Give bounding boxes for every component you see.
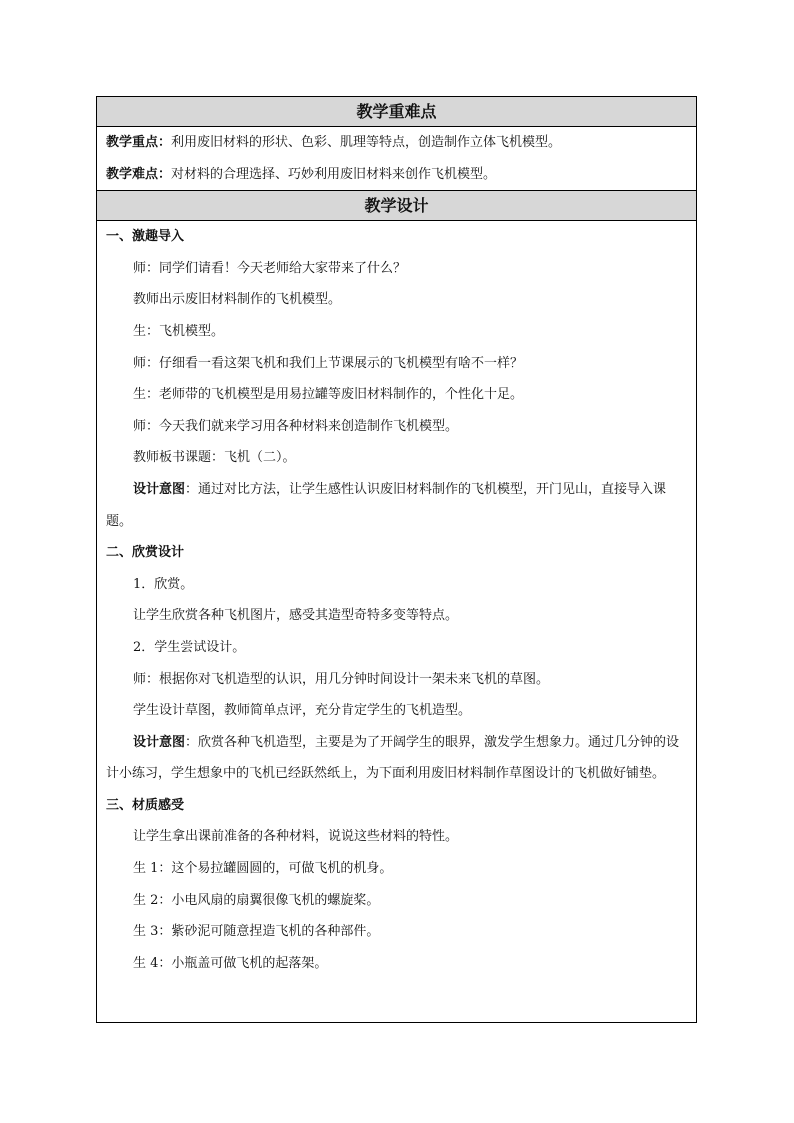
key-points-cell [97, 127, 696, 191]
part1-intent-label: 设计意图 [133, 481, 186, 497]
focus-row [106, 127, 688, 159]
difficulty-row [106, 159, 688, 191]
part2-line: 2．学生尝试设计。 [133, 639, 246, 655]
part1-line: 师：仔细看一看这架飞机和我们上节课展示的飞机模型有啥不一样？ [133, 355, 524, 371]
part1-intent-text: ：通过对比方法，让学生感性认识废旧材料制作的飞机模型，开门见山，直接导入课题。 [106, 481, 667, 529]
part3-line: 生 2：小电风扇的扇翼很像飞机的螺旋桨。 [133, 892, 380, 908]
part3-heading: 三、材质感受 [106, 797, 185, 813]
part1-line: 师：同学们请看！今天老师给大家带来了什么？ [133, 260, 407, 276]
part2-line: 让学生欣赏各种飞机图片，感受其造型奇特多变等特点。 [133, 608, 459, 624]
part2-intent-label: 设计意图 [133, 734, 186, 750]
part1-line: 生：老师带的飞机模型是用易拉罐等废旧材料制作的，个性化十足。 [133, 387, 524, 403]
part2-line: 师：根据你对飞机造型的认识，用几分钟时间设计一架未来飞机的草图。 [133, 671, 550, 687]
part2-intent-text: ：欣赏各种飞机造型，主要是为了开阔学生的眼界，激发学生想象力。通过几分钟的设计小练习，学生想象中的飞机已经跃然纸上，为下面利用废旧材料制作草图设计的飞机做好铺垫。 [106, 734, 680, 782]
part3-line: 生 4：小瓶盖可做飞机的起落架。 [133, 955, 328, 971]
design-header: 教学设计 [97, 191, 696, 221]
part1-line: 教师出示废旧材料制作的飞机模型。 [133, 292, 342, 308]
part1-heading: 一、激趣导入 [106, 229, 185, 245]
part2-intent [106, 727, 688, 790]
design-cell [97, 221, 696, 1023]
part1-line: 生：飞机模型。 [133, 323, 225, 339]
focus-label: 教学重点： [106, 135, 172, 150]
key-points-header: 教学重难点 [97, 97, 696, 127]
difficulty-text: 对材料的合理选择、巧妙利用废旧材料来创作飞机模型。 [171, 166, 497, 182]
part2-line: 1．欣赏。 [133, 576, 194, 592]
part3-line: 让学生拿出课前准备的各种材料，说说这些材料的特性。 [133, 829, 459, 845]
part3-line: 生 3：紫砂泥可随意捏造飞机的各种部件。 [133, 924, 380, 940]
part2-line: 学生设计草图，教师简单点评，充分肯定学生的飞机造型。 [133, 703, 472, 719]
part1-intent [106, 474, 688, 537]
part3-line: 生 1：这个易拉罐圆圆的，可做飞机的机身。 [133, 861, 393, 877]
part1-line: 教师板书课题：飞机（二）。 [133, 450, 296, 466]
difficulty-label: 教学难点： [106, 166, 172, 182]
focus-text: 利用废旧材料的形状、色彩、肌理等特点，创造制作立体飞机模型。 [171, 135, 562, 150]
part2-heading: 二、欣赏设计 [106, 545, 185, 561]
part1-line: 师：今天我们就来学习用各种材料来创造制作飞机模型。 [133, 418, 459, 434]
lesson-table [96, 96, 697, 1023]
